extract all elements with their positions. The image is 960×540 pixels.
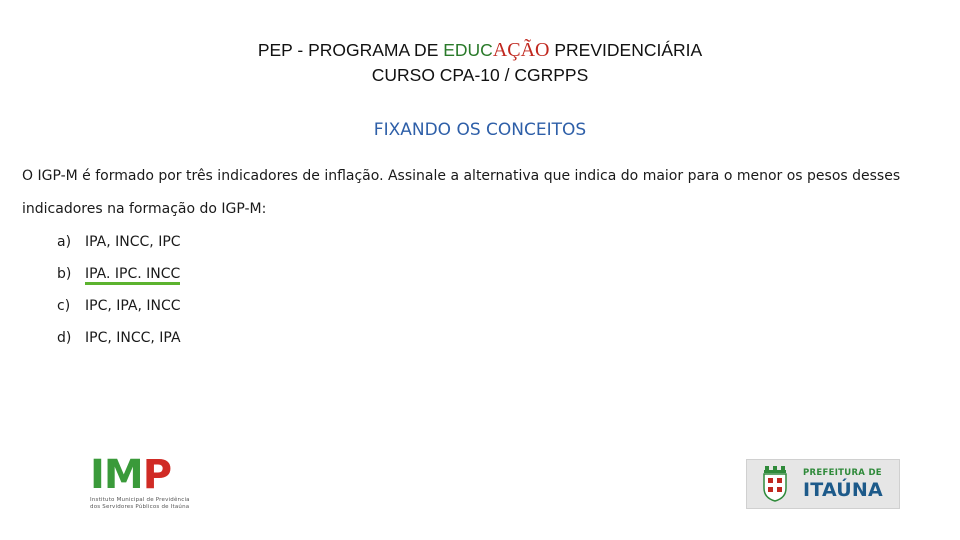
imp-letter-m: M	[103, 452, 143, 498]
header-line-2: CURSO CPA-10 / CGRPPS	[371, 65, 589, 85]
options-list	[57, 226, 181, 354]
option-b[interactable]	[57, 258, 181, 290]
header	[0, 38, 960, 88]
option-text-highlighted: IPA. IPC. INCC	[85, 266, 180, 285]
imp-letter-p: P	[142, 452, 172, 498]
option-text: IPC, INCC, IPA	[85, 330, 181, 346]
option-letter: b)	[57, 266, 72, 282]
option-letter: a)	[57, 234, 72, 250]
city-name: ITAÚNA	[803, 479, 883, 501]
prefeitura-label: PREFEITURA DE	[803, 468, 882, 478]
section-title: FIXANDO OS CONCEITOS	[373, 120, 587, 140]
option-c[interactable]	[57, 290, 181, 322]
header-acao: AÇÃO	[492, 39, 550, 61]
imp-logo-text	[90, 452, 200, 498]
city-crest-icon	[761, 466, 789, 502]
option-letter: d)	[57, 330, 72, 346]
imp-logo	[90, 452, 200, 513]
imp-subtitle-line-2: dos Servidores Públicos de Itaúna	[90, 504, 190, 510]
header-line-1	[0, 38, 960, 63]
option-d[interactable]	[57, 322, 181, 354]
option-a[interactable]	[57, 226, 181, 258]
imp-letter-i: I	[90, 452, 104, 498]
imp-subtitle-line-1: Instituto Municipal de Previdência	[90, 497, 190, 503]
header-edu: EDUC	[443, 40, 493, 60]
imp-logo-subtitle	[90, 497, 200, 511]
option-text: IPA, INCC, IPC	[85, 234, 181, 250]
header-suffix: PREVIDENCIÁRIA	[549, 40, 703, 60]
question-text: O IGP-M é formado por três indicadores de inflação. Assinale a alternativa que indica do maior para o menor os pesos desses indicadores na formação do IGP-M:	[22, 168, 901, 217]
itauna-logo	[746, 459, 900, 509]
header-prefix: PEP - PROGRAMA DE	[257, 40, 444, 60]
option-letter: c)	[57, 298, 71, 314]
option-text: IPC, IPA, INCC	[85, 298, 181, 314]
